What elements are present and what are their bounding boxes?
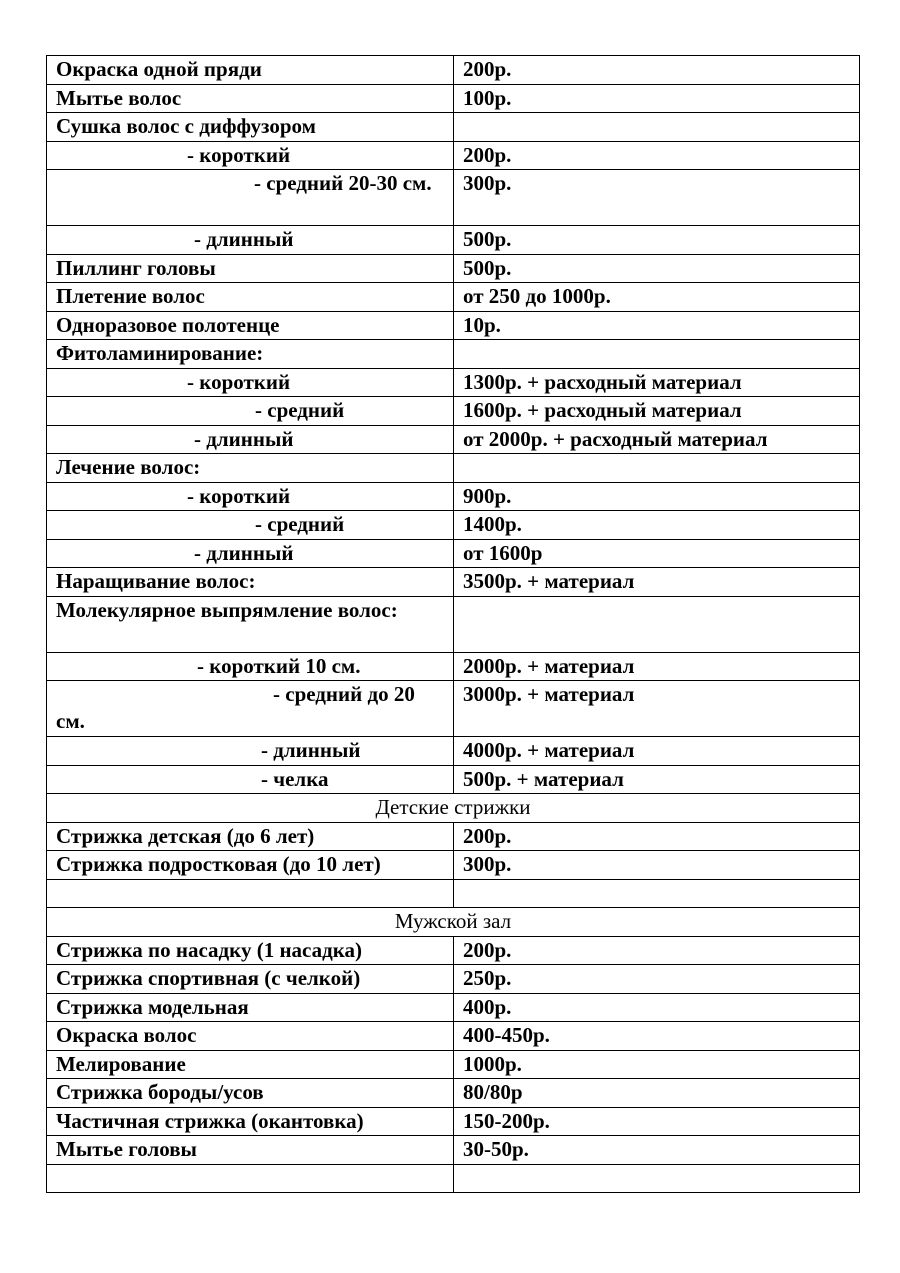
table-row [47,425,860,454]
table-row [47,681,860,737]
service-name: - средний [47,397,454,426]
service-price: 200р. [454,141,860,170]
service-price: 900р. [454,482,860,511]
table-row [47,936,860,965]
table-row [47,652,860,681]
service-name: Частичная стрижка (окантовка) [47,1107,454,1136]
service-name: - длинный [47,425,454,454]
table-row [47,822,860,851]
service-name: - короткий [47,368,454,397]
service-price [454,454,860,483]
service-name: Мытье головы [47,1136,454,1165]
section-heading-men: Мужской зал [47,908,860,937]
table-row [47,170,860,226]
service-price: 400р. [454,993,860,1022]
service-price: 2000р. + материал [454,652,860,681]
price-table [46,55,860,1193]
service-price [454,596,860,652]
table-row [47,511,860,540]
service-name: Мытье волос [47,84,454,113]
service-price: 1400р. [454,511,860,540]
table-row [47,993,860,1022]
service-price: 500р. [454,254,860,283]
service-price: 300р. [454,170,860,226]
service-price [454,879,860,908]
service-name: Окраска волос [47,1022,454,1051]
table-row [47,84,860,113]
table-row [47,311,860,340]
service-price: 150-200р. [454,1107,860,1136]
table-row [47,1107,860,1136]
service-price: 4000р. + материал [454,737,860,766]
service-price: 30-50р. [454,1136,860,1165]
table-row [47,1079,860,1108]
service-price: 10р. [454,311,860,340]
table-row [47,1022,860,1051]
table-row [47,568,860,597]
service-name: Мелирование [47,1050,454,1079]
table-row [47,1050,860,1079]
service-price: 500р. [454,226,860,255]
service-name [47,170,454,226]
service-name-text: - средний до 20 см. [56,682,415,733]
table-row [47,1136,860,1165]
table-row [47,737,860,766]
table-row [47,283,860,312]
section-row [47,908,860,937]
section-heading-kids: Детские стрижки [47,794,860,823]
service-name: Стрижка спортивная (с челкой) [47,965,454,994]
service-price: 3500р. + материал [454,568,860,597]
table-row [47,113,860,142]
service-name: Молекулярное выпрямление волос: [47,596,454,652]
service-price [454,113,860,142]
service-price: от 250 до 1000р. [454,283,860,312]
service-name: Стрижка бороды/усов [47,1079,454,1108]
service-name: Лечение волос: [47,454,454,483]
service-price: 80/80р [454,1079,860,1108]
service-name: - длинный [47,737,454,766]
table-row [47,56,860,85]
service-price: 200р. [454,936,860,965]
service-name: Стрижка модельная [47,993,454,1022]
service-name: - средний [47,511,454,540]
empty-row [47,1164,860,1193]
service-price: 1000р. [454,1050,860,1079]
table-row [47,851,860,880]
service-price: 400-450р. [454,1022,860,1051]
service-name: - челка [47,765,454,794]
service-name [47,879,454,908]
service-name: Пиллинг головы [47,254,454,283]
table-row [47,254,860,283]
service-name: Окраска одной пряди [47,56,454,85]
service-name: Наращивание волос: [47,568,454,597]
service-name: - короткий [47,141,454,170]
service-name: Фитоламинирование: [47,340,454,369]
section-row [47,794,860,823]
service-name [47,681,454,737]
service-price: 1300р. + расходный материал [454,368,860,397]
service-price: 1600р. + расходный материал [454,397,860,426]
service-price: 300р. [454,851,860,880]
table-row [47,141,860,170]
service-price: от 1600р [454,539,860,568]
service-name: Стрижка по насадку (1 насадка) [47,936,454,965]
service-price: 100р. [454,84,860,113]
service-price [454,1164,860,1193]
service-name-text: - средний 20-30 см. [254,171,432,195]
table-row [47,397,860,426]
table-row [47,539,860,568]
service-price: 3000р. + материал [454,681,860,737]
service-name: Сушка волос с диффузором [47,113,454,142]
service-name: - короткий [47,482,454,511]
service-name: Одноразовое полотенце [47,311,454,340]
table-row [47,765,860,794]
table-row [47,226,860,255]
service-price: 250р. [454,965,860,994]
service-name: - длинный [47,539,454,568]
service-name: Плетение волос [47,283,454,312]
service-price [454,340,860,369]
service-name: - длинный [47,226,454,255]
service-price: 200р. [454,56,860,85]
table-row [47,340,860,369]
service-name: Стрижка подростковая (до 10 лет) [47,851,454,880]
service-price: 200р. [454,822,860,851]
table-row [47,965,860,994]
empty-row [47,879,860,908]
table-row [47,368,860,397]
service-price: от 2000р. + расходный материал [454,425,860,454]
table-row [47,596,860,652]
service-name [47,1164,454,1193]
service-price: 500р. + материал [454,765,860,794]
service-name: Стрижка детская (до 6 лет) [47,822,454,851]
table-row [47,454,860,483]
table-row [47,482,860,511]
service-name: - короткий 10 см. [47,652,454,681]
